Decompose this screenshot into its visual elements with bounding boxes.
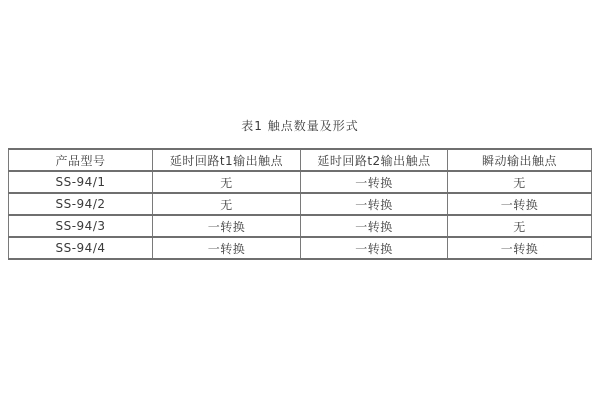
cell-t1-contact: 无: [153, 171, 301, 193]
cell-instant-contact: 一转换: [448, 193, 592, 215]
cell-t2-contact: 一转换: [301, 237, 448, 259]
cell-model: SS-94/4: [9, 237, 153, 259]
cell-model: SS-94/2: [9, 193, 153, 215]
cell-t1-contact: 一转换: [153, 215, 301, 237]
contact-spec-table: [8, 148, 592, 260]
cell-t1-contact: 一转换: [153, 237, 301, 259]
cell-instant-contact: 无: [448, 215, 592, 237]
cell-model: SS-94/1: [9, 171, 153, 193]
header-cell-instant-output: 瞬动输出触点: [448, 149, 592, 171]
cell-t1-contact: 无: [153, 193, 301, 215]
table-header-row: [9, 149, 592, 171]
header-cell-delay-t2-output: 延时回路t2输出触点: [301, 149, 448, 171]
table-row: [9, 171, 592, 193]
header-cell-product-model: 产品型号: [9, 149, 153, 171]
table-row: [9, 237, 592, 259]
cell-t2-contact: 一转换: [301, 215, 448, 237]
cell-model: SS-94/3: [9, 215, 153, 237]
table-row: [9, 215, 592, 237]
cell-t2-contact: 一转换: [301, 193, 448, 215]
header-cell-delay-t1-output: 延时回路t1输出触点: [153, 149, 301, 171]
cell-t2-contact: 一转换: [301, 171, 448, 193]
cell-instant-contact: 无: [448, 171, 592, 193]
cell-instant-contact: 一转换: [448, 237, 592, 259]
table-row: [9, 193, 592, 215]
table-caption: 表1 触点数量及形式: [241, 119, 359, 133]
